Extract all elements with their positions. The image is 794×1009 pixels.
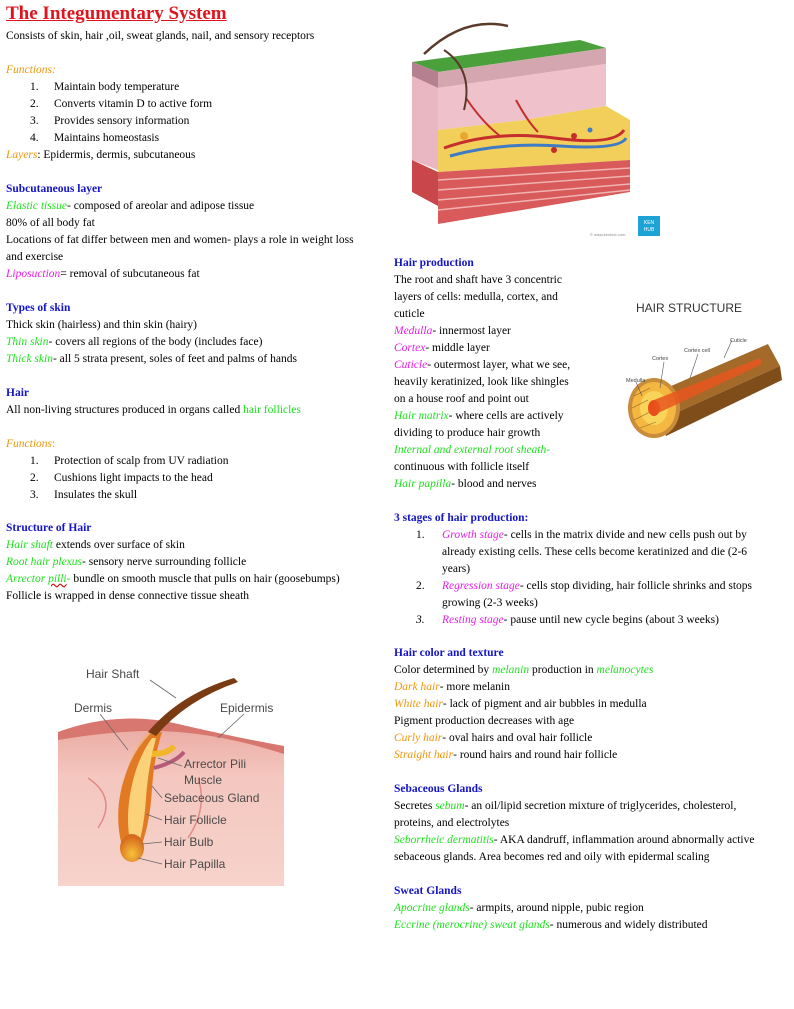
fat-line: 80% of all body fat (6, 217, 95, 229)
label-arrector-pili: Arrector Pili (184, 757, 247, 771)
list-item-continuation: growing (2-3 weeks) (442, 597, 538, 609)
dermatitis-line-2: sebaceous glands. Area becomes red and oily with epidermal scaling (394, 851, 710, 863)
sweat-heading: Sweat Glands (394, 885, 462, 897)
list-item: 4. Maintains homeostasis (30, 132, 160, 144)
hair-follicle-diagram (58, 658, 284, 886)
production-intro-2: layers of cells: medulla, cortex, and (394, 291, 558, 303)
label-hair-papilla: Hair Papilla (164, 857, 226, 871)
sebum-line-2: proteins, and electrolytes (394, 817, 510, 829)
layers-line: Layers: Epidermis, dermis, subcutaneous (6, 149, 196, 161)
color-texture-heading: Hair color and texture (394, 647, 504, 659)
hair-functions-label: Functions: (6, 438, 56, 450)
eccrine-line: Eccrine (merocrine) sweat glands- numerous and widely distributed (394, 919, 708, 931)
medulla-line: Medulla- innermost layer (394, 325, 511, 337)
functions-list (6, 79, 366, 147)
label-muscle: Muscle (184, 773, 223, 787)
hair-functions-list (6, 453, 366, 504)
production-intro-3: cuticle (394, 308, 425, 320)
hair-production-heading: Hair production (394, 257, 474, 269)
label-hair-shaft: Hair Shaft (86, 667, 140, 681)
label-medulla: Medulla (626, 378, 646, 384)
list-item-continuation: years) (442, 563, 471, 575)
types-line1: Thick skin (hairless) and thin skin (hairy) (6, 319, 197, 331)
dark-hair-line: Dark hair- more melanin (394, 681, 510, 693)
sheath-line: Internal and external root sheath- (394, 444, 551, 456)
locations-line: Locations of fat differ between men and women- plays a role in weight loss and exercise (6, 234, 354, 263)
production-intro-1: The root and shaft have 3 concentric (394, 274, 562, 286)
kenhub-logo-text-2: HUB (643, 227, 655, 233)
cuticle-line-2: heavily keratinized, look like shingles (394, 376, 569, 388)
cuticle-line-3: on a house roof and point out (394, 393, 529, 405)
structure-heading: Structure of Hair (6, 522, 92, 534)
cuticle-line: Cuticle- outermost layer, what we see, (394, 359, 571, 371)
hair-line1: All non-living structures produced in organs called hair follicles (6, 404, 301, 416)
kenhub-credit: © www.kenhub.com (590, 232, 626, 237)
label-cortex-cell: Cortex cell (684, 348, 710, 354)
hair-structure-title: HAIR STRUCTURE (636, 301, 743, 315)
label-cortex: Cortex (652, 356, 669, 362)
sebaceous-heading: Sebaceous Glands (394, 783, 483, 795)
stages-list (394, 527, 784, 629)
stages-heading: 3 stages of hair production: (394, 512, 529, 524)
list-item: 3. Provides sensory information (30, 115, 190, 127)
thin-skin-line: Thin skin- covers all regions of the body (includes face) (6, 336, 263, 348)
kenhub-logo-text-1: KEN (643, 220, 655, 226)
page-title: The Integumentary System (6, 3, 227, 24)
list-item: 2. Regression stage- cells stop dividing, hair follicle shrinks and stops (416, 580, 753, 592)
list-item-continuation: already existing cells. These cells become keratinized and die (2-6 (442, 546, 748, 558)
white-hair-line: White hair- lack of pigment and air bubbles in medulla (394, 698, 647, 710)
hair-structure-diagram (620, 296, 790, 456)
arrector-line: Arrector pilli- bundle on smooth muscle that pulls on hair (goosebumps) (6, 573, 340, 585)
papilla-line: Hair papilla- blood and nerves (394, 478, 537, 490)
label-cuticle: Cuticle (730, 338, 747, 344)
thick-skin-line: Thick skin- all 5 strata present, soles of feet and palms of hands (6, 353, 297, 365)
hair-follicle-illustration (58, 658, 284, 886)
liposuction-line: Liposuction= removal of subcutaneous fat (6, 268, 200, 280)
sheath-line-2: continuous with follicle itself (394, 461, 530, 473)
intro-line: Consists of skin, hair ,oil, sweat glands, nail, and sensory receptors (6, 30, 315, 42)
curly-hair-line: Curly hair- oval hairs and oval hair follicle (394, 732, 593, 744)
list-item: 3. Insulates the skull (30, 489, 138, 501)
list-item: 1. Protection of scalp from UV radiation (30, 455, 229, 467)
list-item: 1. Maintain body temperature (30, 81, 180, 93)
hair-structure-svg (620, 296, 790, 456)
pigment-line: Pigment production decreases with age (394, 715, 575, 727)
cortex-line: Cortex- middle layer (394, 342, 490, 354)
label-hair-follicle: Hair Follicle (164, 813, 227, 827)
label-dermis: Dermis (74, 701, 112, 715)
root-plexus-line: Root hair plexus- sensory nerve surrounding follicle (6, 556, 247, 568)
label-hair-bulb: Hair Bulb (164, 835, 214, 849)
label-epidermis: Epidermis (220, 701, 274, 715)
label-sebaceous-gland: Sebaceous Gland (164, 791, 260, 805)
sebum-line: Secretes sebum- an oil/lipid secretion mixture of triglycerides, cholesterol, (394, 800, 737, 812)
types-heading: Types of skin (6, 302, 71, 314)
color-determined-line: Color determined by melanin production in melanocytes (394, 664, 654, 676)
functions-label: Functions: (6, 64, 56, 76)
follicle-line: Follicle is wrapped in dense connective tissue sheath (6, 590, 250, 602)
matrix-line: Hair matrix- where cells are actively (394, 410, 564, 422)
matrix-line-2: dividing to produce hair growth (394, 427, 541, 439)
hair-heading: Hair (6, 387, 29, 399)
hair-shaft-line: Hair shaft extends over surface of skin (6, 539, 185, 551)
skin-block-svg (404, 10, 664, 238)
list-item: 1. Growth stage- cells in the matrix divide and new cells push out by (416, 529, 747, 541)
subcutaneous-heading: Subcutaneous layer (6, 183, 103, 195)
straight-hair-line: Straight hair- round hairs and round hair follicle (394, 749, 618, 761)
list-item: 2. Cushions light impacts to the head (30, 472, 213, 484)
list-item: 2. Converts vitamin D to active form (30, 98, 213, 110)
list-item: 3. Resting stage- pause until new cycle begins (about 3 weeks) (416, 614, 719, 626)
dermatitis-line: Seborrheic dermatitis- AKA dandruff, inflammation around abnormally active (394, 834, 755, 846)
elastic-line: Elastic tissue- composed of areolar and adipose tissue (6, 200, 255, 212)
skin-layers-illustration (404, 10, 664, 238)
apocrine-line: Apocrine glands- armpits, around nipple, pubic region (394, 902, 644, 914)
